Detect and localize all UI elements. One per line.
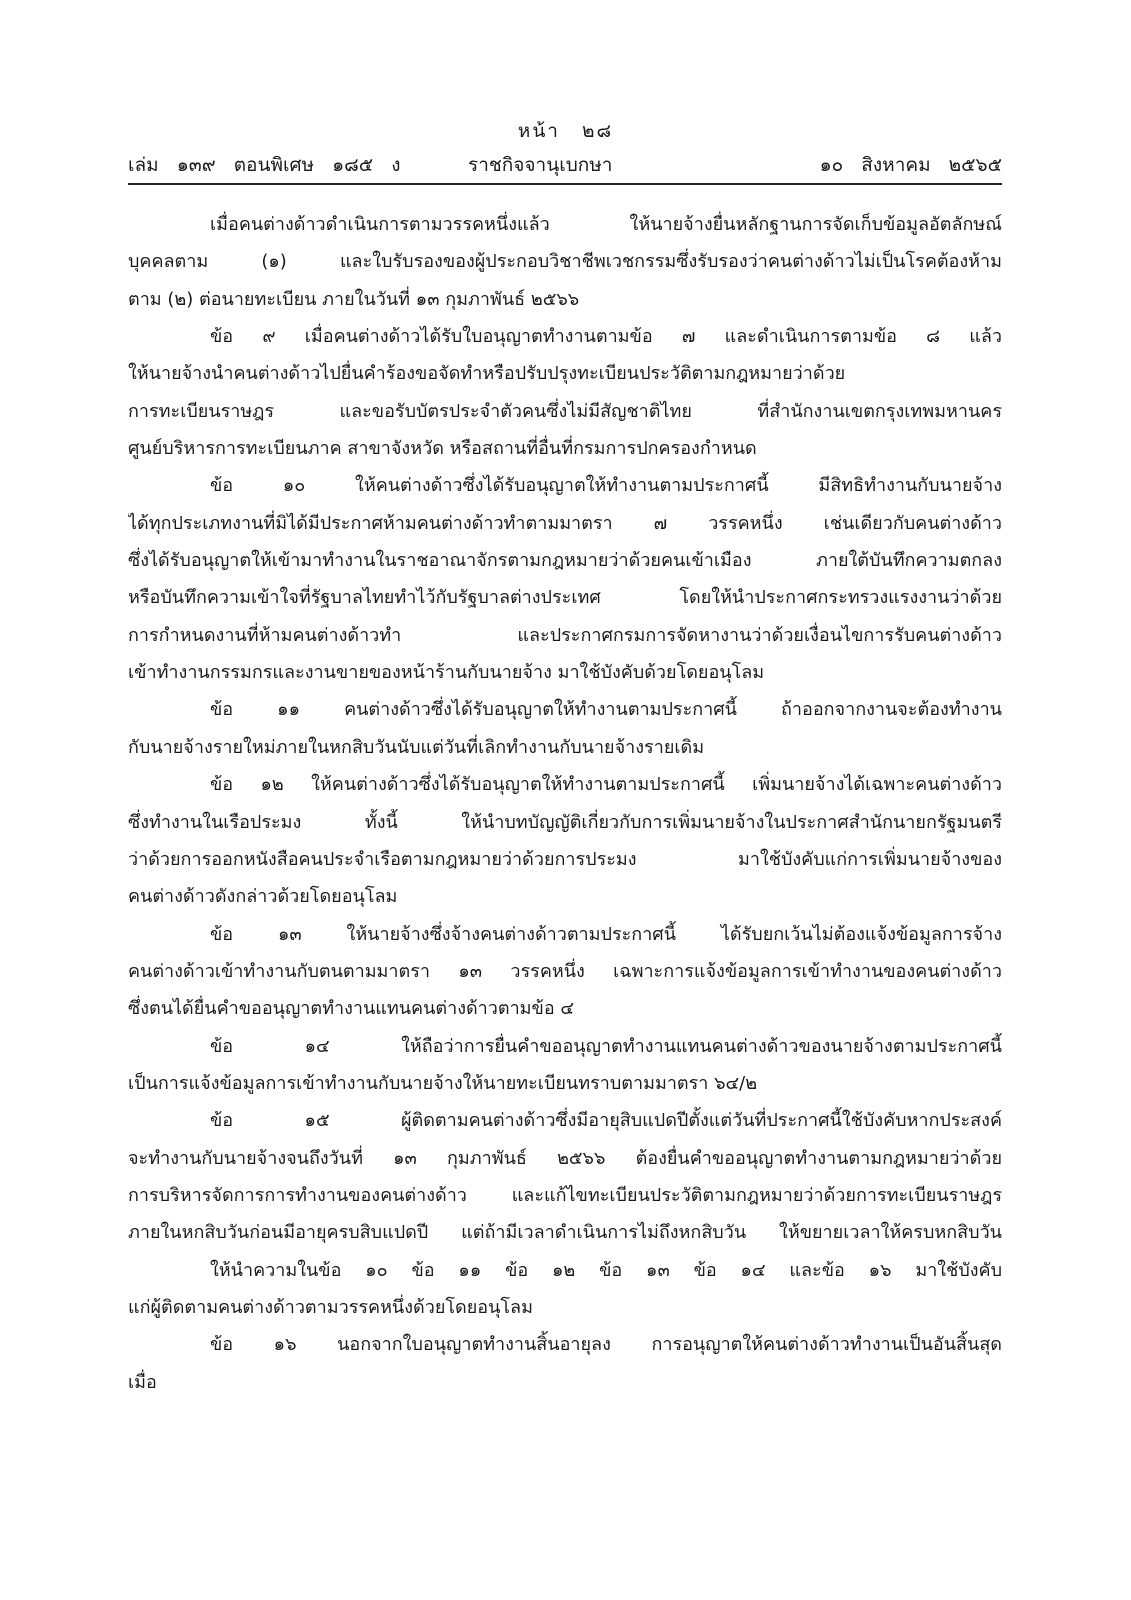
- text-line: ตาม (๒) ต่อนายทะเบียน ภายในวันที่ ๑๓ กุมภาพันธ์ ๒๕๖๖: [128, 288, 580, 310]
- text-line: ศูนย์บริหารการทะเบียนภาค สาขาจังหวัด หรือสถานที่อื่นที่กรมการปกครองกำหนด: [128, 438, 757, 460]
- text-line: ข้อ ๑๐ ให้คนต่างด้าวซึ่งได้รับอนุญาตให้ทำงานตามประกาศนี้ มีสิทธิทำงานกับนายจ้าง: [210, 475, 1002, 497]
- text-line: ข้อ ๑๑ คนต่างด้าวซึ่งได้รับอนุญาตให้ทำงานตามประกาศนี้ ถ้าออกจากงานจะต้องทำงาน: [210, 699, 1002, 721]
- text-line: ว่าด้วยการออกหนังสือคนประจำเรือตามกฎหมายว่าด้วยการประมง มาใช้บังคับแก่การเพิ่มนายจ้างของ: [128, 848, 1002, 870]
- publication-date: ๑๐ สิงหาคม ๒๕๖๕: [819, 154, 1002, 176]
- volume-issue: เล่ม ๑๓๙ ตอนพิเศษ ๑๘๕ ง: [128, 154, 401, 176]
- gazette-header: [128, 150, 1002, 180]
- text-line: การกำหนดงานที่ห้ามคนต่างด้าวทำ และประกาศกรมการจัดหางานว่าด้วยเงื่อนไขการรับคนต่างด้าว: [128, 624, 1002, 646]
- text-line: จะทำงานกับนายจ้างจนถึงวันที่ ๑๓ กุมภาพันธ์ ๒๕๖๖ ต้องยื่นคำขออนุญาตทำงานตามกฎหมายว่าด้วย: [128, 1147, 1002, 1169]
- text-line: คนต่างด้าวเข้าทำงานกับตนตามมาตรา ๑๓ วรรคหนึ่ง เฉพาะการแจ้งข้อมูลการเข้าทำงานของคนต่างด้าว: [128, 960, 1002, 982]
- text-line: เป็นการแจ้งข้อมูลการเข้าทำงานกับนายจ้างให้นายทะเบียนทราบตามมาตรา ๖๔/๒: [128, 1072, 758, 1094]
- text-line: บุคคลตาม (๑) และใบรับรองของผู้ประกอบวิชาชีพเวชกรรมซึ่งรับรองว่าคนต่างด้าวไม่เป็นโรคต้องห้าม: [128, 251, 1002, 273]
- text-line: เข้าทำงานกรรมกรและงานขายของหน้าร้านกับนายจ้าง มาใช้บังคับด้วยโดยอนุโลม: [128, 662, 765, 684]
- text-line: ข้อ ๙ เมื่อคนต่างด้าวได้รับใบอนุญาตทำงานตามข้อ ๗ และดำเนินการตามข้อ ๘ แล้ว: [210, 326, 1002, 348]
- text-line: ซึ่งทำงานในเรือประมง ทั้งนี้ ให้นำบทบัญญัติเกี่ยวกับการเพิ่มนายจ้างในประกาศสำนักนายกรัฐมนตรี: [128, 811, 1002, 833]
- text-line: หรือบันทึกความเข้าใจที่รัฐบาลไทยทำไว้กับรัฐบาลต่างประเทศ โดยให้นำประกาศกระทรวงแรงงานว่าด้วย: [128, 587, 1002, 609]
- text-line: ซึ่งตนได้ยื่นคำขออนุญาตทำงานแทนคนต่างด้าวตามข้อ ๔: [128, 998, 575, 1020]
- text-line: ข้อ ๑๓ ให้นายจ้างซึ่งจ้างคนต่างด้าวตามประกาศนี้ ได้รับยกเว้นไม่ต้องแจ้งข้อมูลการจ้าง: [210, 923, 1002, 945]
- page-number: หน้า ๒๘: [517, 120, 614, 142]
- text-line: ข้อ ๑๖ นอกจากใบอนุญาตทำงานสิ้นอายุลง การอนุญาตให้คนต่างด้าวทำงานเป็นอันสิ้นสุด: [210, 1334, 1002, 1356]
- text-line: แก่ผู้ติดตามคนต่างด้าวตามวรรคหนึ่งด้วยโดยอนุโลม: [128, 1296, 533, 1318]
- text-line: ซึ่งได้รับอนุญาตให้เข้ามาทำงานในราชอาณาจักรตามกฎหมายว่าด้วยคนเข้าเมือง ภายใต้บันทึกความตกลง: [128, 550, 1002, 572]
- text-line: กับนายจ้างรายใหม่ภายในหกสิบวันนับแต่วันที่เลิกทำงานกับนายจ้างรายเดิม: [128, 736, 705, 758]
- text-line: การบริหารจัดการการทำงานของคนต่างด้าว และแก้ไขทะเบียนประวัติตามกฎหมายว่าด้วยการทะเบียนราษฎร: [128, 1184, 1002, 1206]
- header-divider: [128, 183, 1002, 185]
- text-line: ข้อ ๑๒ ให้คนต่างด้าวซึ่งได้รับอนุญาตให้ทำงานตามประกาศนี้ เพิ่มนายจ้างได้เฉพาะคนต่างด้าว: [210, 774, 1002, 796]
- text-line: ภายในหกสิบวันก่อนมีอายุครบสิบแปดปี แต่ถ้ามีเวลาดำเนินการไม่ถึงหกสิบวัน ให้ขยายเวลาให้ครบหกสิบวัน: [128, 1222, 1002, 1244]
- text-line: ให้นายจ้างนำคนต่างด้าวไปยื่นคำร้องขอจัดทำหรือปรับปรุงทะเบียนประวัติตามกฎหมายว่าด้วย: [128, 363, 846, 385]
- text-line: ได้ทุกประเภทงานที่มิได้มีประกาศห้ามคนต่างด้าวทำตามมาตรา ๗ วรรคหนึ่ง เช่นเดียวกับคนต่างด้าว: [128, 512, 1002, 534]
- text-line: การทะเบียนราษฎร และขอรับบัตรประจำตัวคนซึ่งไม่มีสัญชาติไทย ที่สำนักงานเขตกรุงเทพมหานคร: [128, 400, 1002, 422]
- text-line: ให้นำความในข้อ ๑๐ ข้อ ๑๑ ข้อ ๑๒ ข้อ ๑๓ ข้อ ๑๔ และข้อ ๑๖ มาใช้บังคับ: [210, 1259, 1002, 1281]
- text-line: คนต่างด้าวดังกล่าวด้วยโดยอนุโลม: [128, 886, 398, 908]
- text-line: เมื่อคนต่างด้าวดำเนินการตามวรรคหนึ่งแล้ว ให้นายจ้างยื่นหลักฐานการจัดเก็บข้อมูลอัตลักษณ์: [210, 214, 1002, 235]
- document-body: [128, 206, 1002, 1401]
- gazette-title: ราชกิจจานุเบกษา: [468, 154, 613, 176]
- text-line: ข้อ ๑๔ ให้ถือว่าการยื่นคำขออนุญาตทำงานแทนคนต่างด้าวของนายจ้างตามประกาศนี้: [210, 1035, 1002, 1057]
- text-line: เมื่อ: [128, 1371, 157, 1393]
- text-line: ข้อ ๑๕ ผู้ติดตามคนต่างด้าวซึ่งมีอายุสิบแปดปีตั้งแต่วันที่ประกาศนี้ใช้บังคับหากประสงค์: [210, 1110, 1002, 1132]
